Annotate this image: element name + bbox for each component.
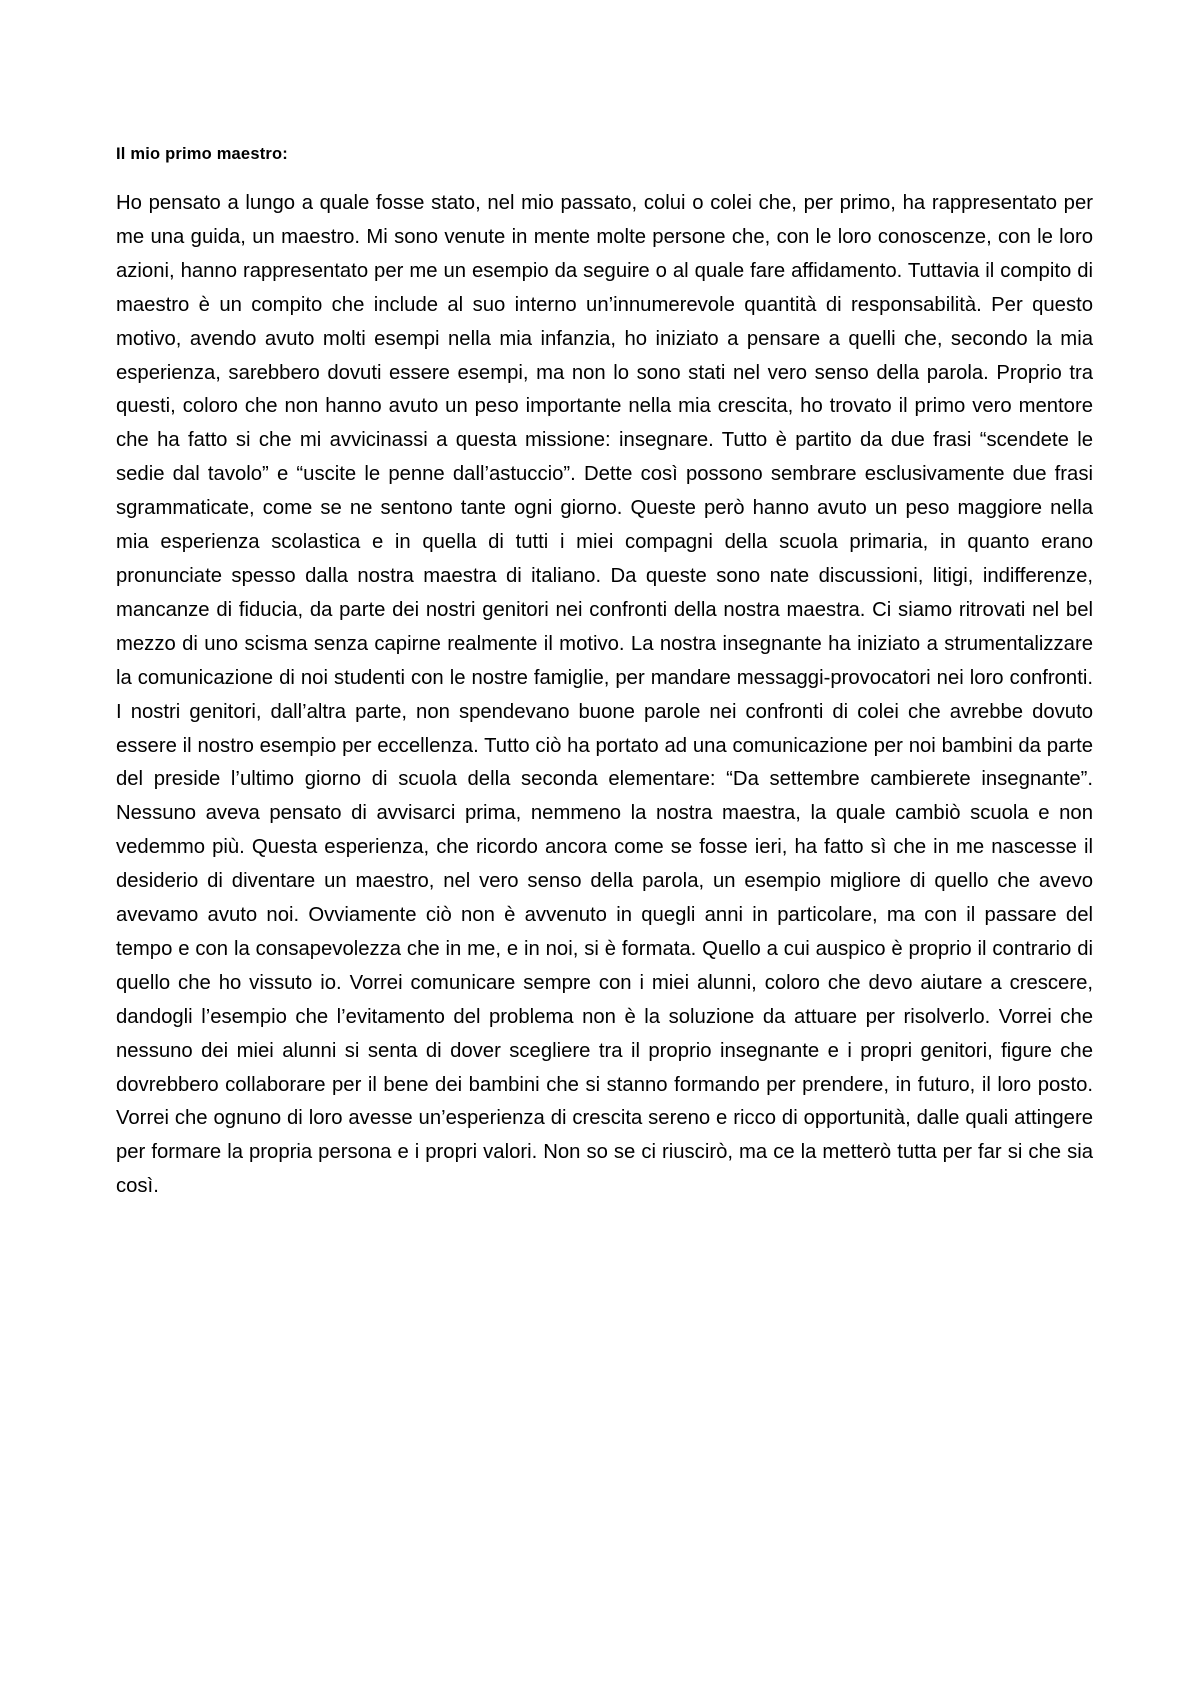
document-body: Ho pensato a lungo a quale fosse stato, nel mio passato, colui o colei che, per primo, ha rappresentato per me una guida, un maestro. Mi sono venute in mente molte persone che, con le loro conoscenze, con le loro azioni, hanno rappresentato per me un esempio da seguire o al quale fare affidamento. Tuttavia il compito di maestro è un compito che include al suo interno un’innumerevole quantità di responsabilità. Per questo motivo, avendo avuto molti esempi nella mia infanzia, ho iniziato a pensare a quelli che, secondo la mia esperienza, sarebbero dovuti essere esempi, ma non lo sono stati nel vero senso della parola. Proprio tra questi, coloro che non hanno avuto un peso importante nella mia crescita, ho trovato il primo vero mentore che ha fatto si che mi avvicinassi a questa missione: insegnare. Tutto è partito da due frasi “scendete le sedie dal tavolo” e “uscite le penne dall’astuccio”. Dette così possono sembrare esclusivamente due frasi sgrammaticate, come se ne sentono tante ogni giorno. Queste però hanno avuto un peso maggiore nella mia esperienza scolastica e in quella di tutti i miei compagni della scuola primaria, in quanto erano pronunciate spesso dalla nostra maestra di italiano. Da queste sono nate discussioni, litigi, indifferenze, mancanze di fiducia, da parte dei nostri genitori nei confronti della nostra maestra. Ci siamo ritrovati nel bel mezzo di uno scisma senza capirne realmente il motivo. La nostra insegnante ha iniziato a strumentalizzare la comunicazione di noi studenti con le nostre famiglie, per mandare messaggi-provocatori nei loro confronti. I nostri genitori, dall’altra parte, non spendevano buone parole nei confronti di colei che avrebbe dovuto essere il nostro esempio per eccellenza. Tutto ciò ha portato ad una comunicazione per noi bambini da parte del preside l’ultimo giorno di scuola della seconda elementare: “Da settembre cambierete insegnante”. Nessuno aveva pensato di avvisarci prima, nemmeno la nostra maestra, la quale cambiò scuola e non vedemmo più. Questa esperienza, che ricordo ancora come se fosse ieri, ha fatto sì che in me nascesse il desiderio di diventare un maestro, nel vero senso della parola, un esempio migliore di quello che avevo avevamo avuto noi. Ovviamente ciò non è avvenuto in quegli anni in particolare, ma con il passare del tempo e con la consapevolezza che in me, e in noi, si è formata. Quello a cui auspico è proprio il contrario di quello che ho vissuto io. Vorrei comunicare sempre con i miei alunni, coloro che devo aiutare a crescere, dandogli l’esempio che l’evitamento del problema non è la soluzione da attuare per risolverlo. Vorrei che nessuno dei miei alunni si senta di dover scegliere tra il proprio insegnante e i propri genitori, figure che dovrebbero collaborare per il bene dei bambini che si stanno formando per prendere, in futuro, il loro posto. Vorrei che ognuno di loro avesse un’esperienza di crescita sereno e ricco di opportunità, dalle quali attingere per formare la propria persona e i propri valori. Non so se ci riuscirò, ma ce la metterò tutta per far si che sia così.: [116, 192, 1093, 1198]
document-title: Il mio primo maestro:: [116, 145, 288, 163]
